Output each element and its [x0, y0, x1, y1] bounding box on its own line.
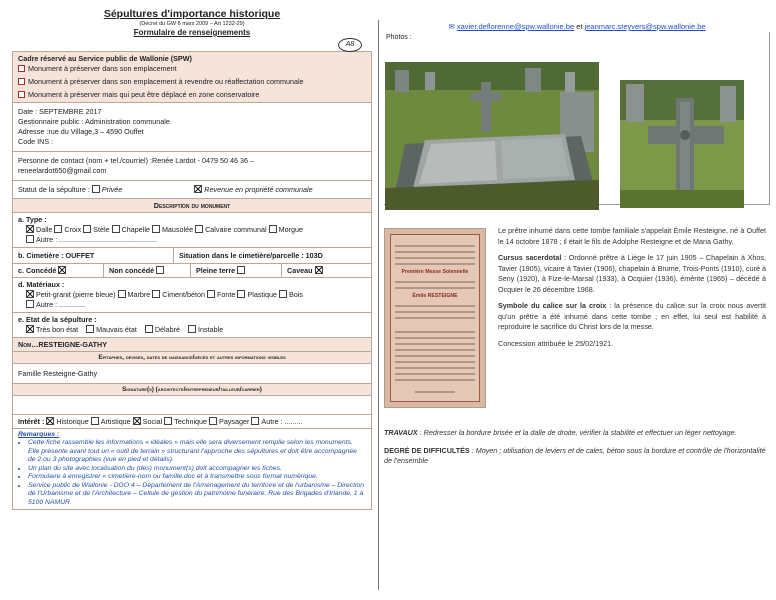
checkbox[interactable]	[91, 417, 99, 425]
material-opt: Fonte	[217, 290, 236, 299]
form-header	[12, 8, 372, 37]
concede-cell	[13, 264, 104, 277]
checkbox[interactable]	[209, 417, 217, 425]
remarks-section	[12, 429, 372, 510]
type-opt: Calvaire communal	[205, 225, 267, 234]
card-line	[395, 251, 475, 253]
card-line	[395, 263, 475, 265]
interest-label: Intérêt :	[18, 417, 45, 426]
email-line	[384, 22, 770, 31]
handwritten-mark: A8	[338, 38, 362, 52]
card-line	[395, 317, 475, 319]
type-opt: Mausolée	[161, 225, 194, 234]
cemetery-location: Situation dans le cimetière/parcelle : 103D	[179, 251, 323, 260]
checkbox[interactable]	[18, 78, 25, 85]
type-other-label: Autre : .................................................	[36, 235, 158, 244]
concession-section	[12, 264, 372, 278]
manager-field: Gestionnaire public : Administration communale	[18, 117, 170, 126]
state-opt: Très bon état	[36, 325, 79, 334]
email-link-1[interactable]: xavier.deflorenne@spw.wallonie.be	[456, 22, 575, 31]
card-line	[395, 379, 475, 381]
remarks-list	[18, 439, 366, 507]
form-column	[12, 8, 372, 510]
state-opt: Mauvais état	[96, 325, 137, 334]
spw-option	[18, 77, 366, 87]
cemetery-name: b. Cimetière : OUFFET	[13, 248, 174, 263]
biography-text	[498, 226, 766, 355]
contact-line: Personne de contact (nom + tel./courriel) :Renée Lardot - 0479 50 46 36 –	[18, 156, 254, 165]
email-and: et	[576, 22, 583, 31]
checkbox-checked[interactable]	[58, 266, 66, 274]
status-private: Privée	[101, 185, 123, 194]
info-section	[12, 103, 372, 152]
photos-box	[384, 32, 770, 205]
materials-options	[18, 290, 366, 300]
type-section	[12, 213, 372, 248]
grave-photo-wide	[385, 62, 599, 210]
card-line	[395, 281, 475, 283]
photos-label: Photos :	[386, 34, 412, 41]
card-line	[395, 355, 475, 357]
checkbox-checked[interactable]	[26, 325, 34, 333]
type-opt: Chapelle	[121, 225, 150, 234]
signatures-header: Signature(s) (architecte/entrepreneur/tailleur/carrier)	[12, 384, 372, 396]
checkbox[interactable]	[152, 225, 160, 233]
remark-item: • Formulaire à enregistrer « cimetière-nom ou famille.doc et à transmettre sous format numérique.	[28, 473, 366, 482]
checkbox[interactable]	[26, 235, 34, 243]
material-opt: Plastique	[247, 290, 277, 299]
caveau-label: Caveau	[287, 266, 313, 275]
interest-section	[12, 415, 372, 429]
form-subtitle-2: Formulaire de renseignements	[133, 28, 251, 37]
card-line	[395, 245, 475, 247]
cross-photo-image	[620, 80, 744, 208]
materials-section	[12, 278, 372, 313]
type-other	[18, 235, 366, 245]
material-opt: Ciment/béton	[162, 290, 206, 299]
spw-option-label: Monument à préserver mais qui peut être déplacé en zone conservatoire	[28, 90, 260, 99]
form-body	[12, 51, 372, 510]
checkbox[interactable]	[145, 325, 153, 333]
status-label: Statut de la sépulture :	[18, 185, 90, 194]
card-line	[395, 311, 475, 313]
remark-item: • Un plan du site avec localisation du (des) monument(s) doit accompagner les fiches.	[28, 465, 366, 474]
checkbox-checked[interactable]	[26, 290, 34, 298]
pleine-terre-cell	[191, 264, 282, 277]
checkbox-checked[interactable]	[133, 417, 141, 425]
checkbox[interactable]	[26, 300, 34, 308]
checkbox[interactable]	[86, 325, 94, 333]
works-title: TRAVAUX	[384, 428, 418, 437]
state-opt: Instable	[198, 325, 224, 334]
materials-other	[18, 300, 366, 310]
type-opt: Dalle	[36, 225, 53, 234]
checkbox[interactable]	[237, 266, 245, 274]
checkbox[interactable]	[251, 417, 259, 425]
epitaphs-header: Epitaphes, devises, dates de naissance/décès et autres informations visibles	[12, 352, 372, 364]
card-line	[395, 287, 475, 289]
card-line	[395, 367, 475, 369]
pleine-terre-label: Pleine terre	[196, 266, 236, 275]
checkbox-checked[interactable]	[315, 266, 323, 274]
checkbox[interactable]	[269, 225, 277, 233]
spw-option	[18, 90, 366, 100]
email-link-2[interactable]: jeanmarc.steyvers@spw.wallonie.be	[584, 22, 706, 31]
checkbox[interactable]	[18, 65, 25, 72]
card-line	[395, 343, 475, 345]
checkbox[interactable]	[156, 266, 164, 274]
non-concede-label: Non concédé	[109, 266, 155, 275]
state-label: e. Etat de la sépulture :	[18, 315, 97, 324]
remarks-title: Remarques :	[18, 431, 60, 438]
remark-item: • Service public de Wallonie - DGO 4 – Département de l'Aménagement du territoire et de l'urbanisme – Direction de l'Urbanisme et de l'Architecture – Cellule de gestion du patrimoine funéraire. Rue des Brigades d'Irlande, 1 à 5100 NAMUR	[28, 482, 366, 508]
checkbox[interactable]	[237, 290, 245, 298]
card-line	[395, 257, 475, 259]
cursus-paragraph	[498, 253, 766, 295]
interest-opt: Social	[142, 417, 163, 426]
difficulty-title: DEGRÉ DE DIFFICULTÉS	[384, 446, 470, 455]
difficulty-paragraph	[384, 446, 768, 466]
status-communal: Revenue en propriété communale	[204, 185, 313, 194]
form-subtitle: (Décret du GW 6 mars 2009 – Art 1232-29)	[139, 21, 245, 27]
checkbox[interactable]	[164, 417, 172, 425]
type-options	[18, 225, 366, 235]
spw-option	[18, 64, 366, 74]
column-divider	[378, 20, 379, 590]
checkbox-checked[interactable]	[46, 417, 54, 425]
checkbox[interactable]	[92, 185, 100, 193]
date-field: Date : SEPTEMBRE 2017	[18, 107, 102, 116]
spw-section	[12, 51, 372, 103]
contact-email: reneelardot650@gmail.com	[18, 166, 107, 175]
material-opt: Petit-granit (pierre bleue)	[36, 290, 116, 299]
code-field: Code INS :	[18, 137, 54, 146]
works-section	[384, 428, 768, 474]
card-line	[395, 349, 475, 351]
cursus-text: : Ordonné prêtre à Liège le 17 juin 1905 – Chapelain à Xhos, Tavier (1905), vicaire à Tavier (1906), chapelain à Brume, Trois-Ponts (1910), curé à Seny (1920), à Fize-le-Marsal (1933), à Ocquier (1936), émérite (1965) – décédé à Ocquier le 26 décembre 1968.	[498, 253, 767, 294]
checkbox[interactable]	[188, 325, 196, 333]
checkbox[interactable]	[112, 225, 120, 233]
checkbox[interactable]	[152, 290, 160, 298]
material-other-label: Autre : .............	[36, 300, 86, 309]
caveau-cell	[282, 264, 330, 277]
type-opt: Croix	[64, 225, 82, 234]
concession-date: Concession attribuée le 25/02/1921.	[498, 338, 614, 348]
card-line	[395, 373, 475, 375]
checkbox-checked[interactable]	[26, 225, 34, 233]
card-line	[395, 331, 475, 333]
interest-opt: Autre : .........	[261, 417, 303, 426]
state-options	[18, 325, 366, 335]
checkbox[interactable]	[18, 91, 25, 98]
remark-item: • Cette fiche rassemble les informations « idéales » mais elle sera diversement remplie selon les monuments. Elle présente avant tout un « outil de terrain » structurant l'approche des sépultures et doit être accompagnée de 2 ou 3 photographies (vue en pied et détails).	[28, 439, 366, 465]
non-concede-cell	[104, 264, 191, 277]
form-title: Sépultures d'importance historique	[103, 8, 281, 20]
name-field: Nom…RESTEIGNE-GATHY	[12, 338, 372, 352]
works-text: : Redresser la bordure brisée et la dalle de droite, vérifier la stabilité et effectuer un léger nettoyage.	[417, 428, 737, 437]
cemetery-section	[12, 248, 372, 264]
cross-photo	[620, 80, 744, 208]
state-section	[12, 313, 372, 338]
type-opt: Stèle	[93, 225, 110, 234]
signatures-blank	[12, 396, 372, 415]
status-section	[12, 181, 372, 199]
spw-option-label: Monument à préserver dans son emplacement à revendre ou réaffectation communale	[28, 77, 304, 86]
state-opt: Délabré	[154, 325, 181, 334]
card-name: Émile RESTEIGNE	[412, 293, 458, 299]
interest-opt: Paysager	[219, 417, 250, 426]
interest-opt: Technique	[174, 417, 208, 426]
bio-paragraph: Le prêtre inhumé dans cette tombe familiale s'appelait Émile Resteigne, né à Ouffet le 14 octobre 1878 ; il était le fils de Adolphe Resteigne et de Maria Gathy.	[498, 226, 766, 246]
concede-label: c. Concédé	[18, 266, 57, 275]
checkbox-checked[interactable]	[194, 185, 202, 193]
spw-title: Cadre réservé au Service public de Wallonie (SPW)	[18, 54, 192, 63]
materials-label: d. Matériaux :	[18, 280, 65, 289]
grave-photo-wide-image	[385, 62, 599, 210]
works-paragraph	[384, 428, 768, 438]
material-opt: Bois	[289, 290, 303, 299]
card-line	[395, 337, 475, 339]
mail-icon: ✉	[448, 22, 455, 31]
checkbox[interactable]	[279, 290, 287, 298]
interest-opt: Historique	[56, 417, 89, 426]
card-line	[395, 361, 475, 363]
checkbox[interactable]	[54, 225, 62, 233]
checkbox[interactable]	[118, 290, 126, 298]
memorial-card	[384, 228, 486, 408]
description-header: Description du monument	[12, 199, 372, 213]
difficulty-text: : Moyen ; utilisation de leviers et de cales, béton sous la bordure et contrôle de l'horizontalité de l'ensemble	[384, 446, 766, 465]
checkbox[interactable]	[195, 225, 203, 233]
cursus-title: Cursus sacerdotal	[498, 253, 562, 262]
symbol-title: Symbole du calice sur la croix	[498, 301, 607, 310]
type-opt: Morgue	[278, 225, 303, 234]
epitaphs-text: Famille Resteigne-Gathy	[12, 364, 372, 384]
material-opt: Marbre	[127, 290, 151, 299]
symbol-text: : la présence du calice sur la croix nous avertit qu'un prêtre a été inhumé dans cette tombe ; en effet, lui seul est habilité à reproduire le sacrifice du Christ lors de la messe.	[498, 301, 766, 331]
address-field: Adresse :rue du Village,3 – 4590 Ouffet	[18, 127, 144, 136]
card-heading: Première Messe Solennelle	[401, 269, 469, 275]
checkbox[interactable]	[207, 290, 215, 298]
contact-section	[12, 152, 372, 181]
spw-option-label: Monument à préserver dans son emplacement	[28, 64, 177, 73]
symbol-paragraph	[498, 301, 766, 333]
card-line	[415, 391, 455, 393]
type-label: a. Type :	[18, 215, 47, 224]
card-line	[395, 305, 475, 307]
right-column	[384, 22, 770, 590]
checkbox[interactable]	[83, 225, 91, 233]
interest-opt: Artistique	[100, 417, 131, 426]
